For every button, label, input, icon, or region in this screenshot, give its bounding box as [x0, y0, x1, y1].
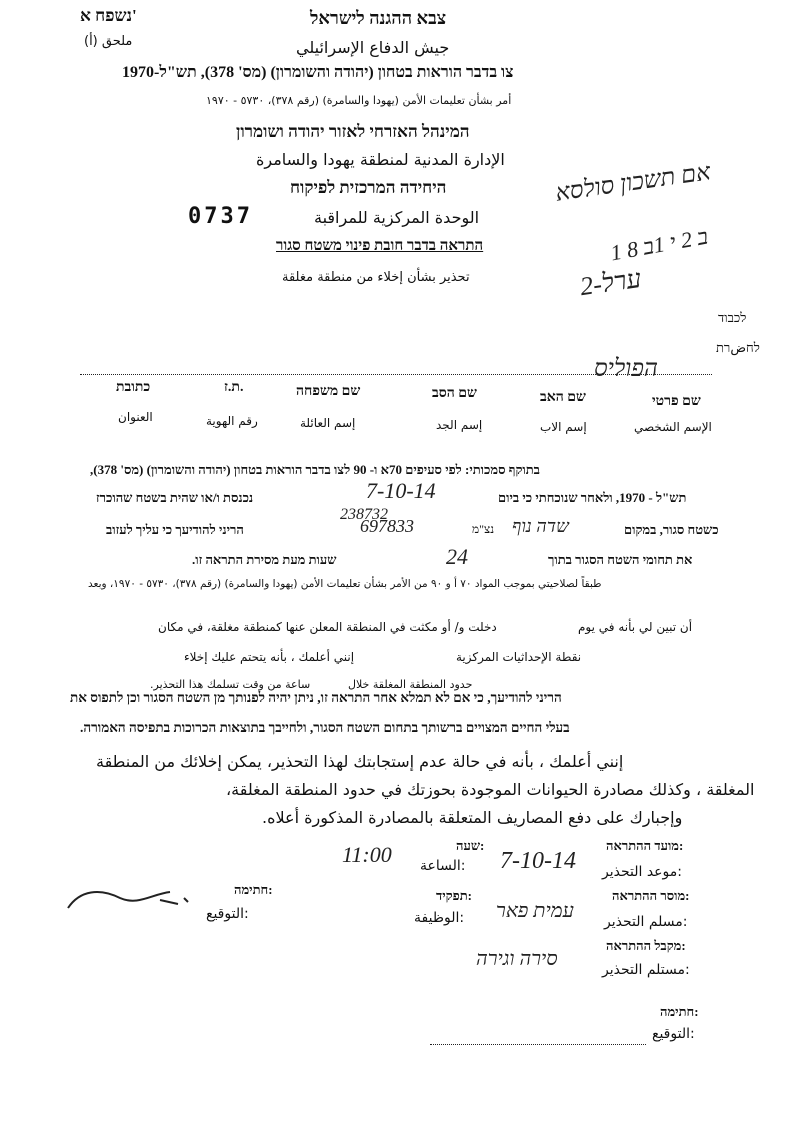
- receiver-signature-label-ar: التوقيع:: [652, 1026, 695, 1042]
- handwritten-deliverer: עמית פאר: [496, 900, 574, 922]
- handwritten-hours: 24: [446, 544, 468, 569]
- body-ar-line-1: طبقاً لصلاحيتي بموجب المواد ٧٠ أ و ٩٠ من الأمر بشأن تعليمات الأمن (يهودا والسامرة) (رقم ٣٧٨)، ٥٧٣٠ - ١٩٧٠، وبعد: [88, 578, 602, 590]
- warning-ar-line-3: وإجبارك على دفع المصاريف المتعلقة بالمصادرة المذكورة أعلاه.: [262, 808, 683, 827]
- role-label: תפקיד:: [436, 888, 472, 903]
- receiver-signature-line: [430, 1044, 646, 1045]
- body-ar-line-2: أن تبين لي بأنه في يوم: [578, 620, 693, 634]
- notice-hour-label-ar: الساعة:: [420, 858, 466, 874]
- col-father-name-ar: إسم الاب: [540, 420, 587, 434]
- role-label-ar: الوظيفة:: [414, 910, 465, 926]
- deliverer-label-ar: مسلم التحذير:: [604, 914, 688, 930]
- col-first-name: שם פרטי: [652, 394, 701, 409]
- admin-title-he: המינהל האזרחי לאזור יהודה ושומרון: [236, 122, 470, 141]
- notice-title-ar: تحذير بشأن إخلاء من منطقة مغلقة: [282, 270, 470, 285]
- handwritten-coords-upper: 238732: [340, 506, 388, 523]
- annex-label: נשפח א': [80, 6, 137, 25]
- col-family-name-ar: إسم العائلة: [300, 416, 356, 430]
- warning-ar-line-2: المغلقة ، وكذلك مصادرة الحيوانات الموجودة بحوزتك في حدود المنطقة المغلقة،: [226, 780, 755, 799]
- body-line-2: תש"ל - 1970, ולאחר שנוכחתי כי ביום: [498, 490, 687, 505]
- col-family-name: שם משפחה: [296, 384, 361, 399]
- handwritten-date: 7-10-14: [366, 478, 436, 503]
- warning-he-line-2: בעלי החיים המצויים ברשותך בתחום השטח הסגור, ולחייבך בתוצאות הכרוכות בתפיסה האמורה.: [80, 720, 570, 735]
- notice-date-label-ar: موعد التحذير:: [602, 864, 682, 880]
- deliverer-signature: [60, 880, 200, 920]
- body-line-3-mid: נצ"מ: [472, 522, 495, 536]
- unit-title-ar: الوحدة المركزية للمراقبة: [314, 208, 480, 227]
- body-line-4-end: שעות מעת מסירת התראה זו.: [192, 552, 337, 567]
- body-ar-line-4-end: ساعة من وقت تسلمك هذا التحذير.: [150, 678, 311, 691]
- handwritten-side-note-1: אם תשכון סולסא: [553, 159, 713, 207]
- signature-label: חתימה:: [234, 882, 273, 897]
- army-title-he: צבא ההגנה לישראל: [310, 8, 447, 28]
- warning-he-line-1: הריני להודיעך, כי אם לא תמלא אחר התראה זו, ניתן יהיה לפנותך מן השטח הסגור וכן לתפוס את: [70, 690, 562, 705]
- receiver-signature-label: חתימה:: [660, 1004, 699, 1019]
- deliverer-label: מוסר ההתראה:: [612, 888, 690, 903]
- order-title-he: צו בדבר הוראות בטחון (יהודה והשומרון) (מס' 378), תש"ל-1970: [122, 64, 514, 81]
- handwritten-receiver: סירה וגירה: [476, 948, 558, 970]
- handwritten-coords: 697833: [360, 516, 414, 536]
- body-line-4: את תחומי השטח הסגור בתוך: [548, 552, 693, 567]
- col-id-ar: رقم الهوية: [206, 414, 258, 428]
- notice-hour-label: שעה:: [456, 838, 485, 853]
- army-title-ar: جيش الدفاع الإسرائيلي: [296, 38, 450, 57]
- col-address-ar: العنوان: [118, 410, 153, 424]
- body-line-3-end: הריני להודיעך כי עליך לעזוב: [106, 522, 244, 537]
- body-line-1: בתוקף סמכותי: לפי סעיפים 70א ו- 90 לצו בדבר הוראות בטחון (יהודה והשומרון) (מס' 378),: [90, 462, 540, 477]
- handwritten-location: שדה נוף: [512, 516, 569, 536]
- handwritten-side-note-3: 2-ערל: [578, 263, 643, 302]
- honor-label: לחضרת: [716, 340, 760, 355]
- body-ar-line-4: حدود المنطقة المغلقة خلال: [348, 678, 473, 691]
- notice-date-label: מועד ההתראה:: [606, 838, 684, 853]
- col-father-name: שם האב: [540, 390, 586, 405]
- col-grandfather-name: שם הסב: [432, 386, 477, 401]
- col-address: כתובת: [116, 380, 151, 395]
- order-title-ar: أمر بشأن تعليمات الأمن (يهودا والسامرة) (رقم ٣٧٨)، ٥٧٣٠ - ١٩٧٠: [206, 94, 512, 107]
- admin-title-ar: الإدارة المدنية لمنطقة يهودا والسامرة: [256, 150, 505, 169]
- to-label: לכבוד: [718, 310, 747, 325]
- receiver-label-ar: مستلم التحذير:: [602, 962, 690, 978]
- receiver-label: מקבל ההתראה:: [606, 938, 686, 953]
- notice-title-he: התראה בדבר חובת פינוי משטח סגור: [276, 238, 484, 254]
- col-first-name-ar: الإسم الشخصي: [634, 420, 712, 434]
- document-number: 0737: [188, 204, 253, 229]
- body-ar-line-2-end: دخلت و/ أو مكثت في المنطقة المعلن عنها كمنطقة مغلقة، في مكان: [158, 620, 497, 634]
- handwritten-side-note-2: 1 ב 2 י 1ב 8: [608, 223, 710, 266]
- handwritten-notice-date: 7-10-14: [500, 848, 576, 874]
- warning-ar-line-1: إنني أعلمك ، بأنه في حالة عدم إستجابتك لهذا التحذير، يمكن إخلائك من المنطقة: [96, 752, 624, 771]
- body-ar-line-3: نقطة الإحداثيات المركزية: [456, 650, 582, 664]
- annex-label-ar: ملحق (أ): [84, 34, 133, 49]
- unit-title-he: היחידה המרכזית לפיקוח: [290, 178, 447, 197]
- body-ar-line-3-end: إنني أعلمك ، بأنه يتحتم عليك إخلاء: [184, 650, 355, 664]
- recipient-line: [80, 374, 712, 375]
- body-line-2-end: נכנסת ו/או שהית בשטח שהוכרז: [96, 490, 254, 505]
- recipient-handwritten-name: הפוליס: [594, 356, 658, 382]
- body-line-3: כשטח סגור, במקום: [624, 522, 719, 537]
- handwritten-notice-time: 11:00: [342, 842, 392, 867]
- col-id: ת.ז.: [224, 380, 244, 395]
- col-grandfather-name-ar: إسم الجد: [436, 418, 483, 432]
- signature-label-ar: التوقيع:: [206, 906, 249, 922]
